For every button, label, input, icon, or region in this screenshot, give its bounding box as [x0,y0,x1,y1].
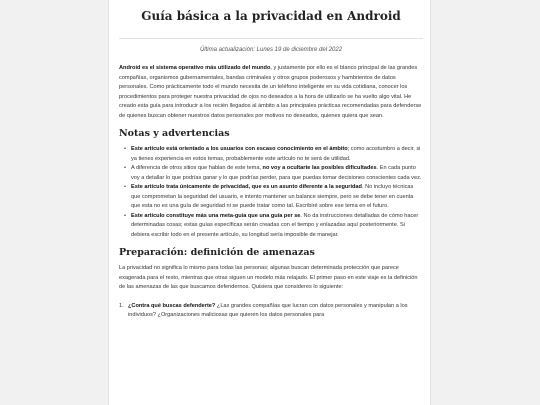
last-updated: Última actualización: Lunes 19 de diciembre del 2022 [199,47,343,53]
intro-bold-text: Android es el sistema operativo más utilizado del mundo [119,65,271,71]
notes-item [131,183,423,212]
prep-item [119,302,423,321]
title-divider [119,38,423,39]
prep-heading: Preparación: definición de amenazas [119,247,315,258]
notes-item-post: . No incluyo técnicas que comprometan la seguridad del usuario, e intento mantener un balance siempre, pero se debe tener en cuenta que esta no es una guía de seguridad ni se puede tratar como tal. Escribiré sobre ese tema en el futuro. [131,184,414,209]
notes-list [119,145,423,240]
notes-item [131,212,423,241]
notes-item-post: . En cada punto voy a detallar lo que podrías ganar y lo que podrías perder, para que puedas tomar decisiones conscientes cada vez. [131,165,422,181]
prep-item-number: 1. [119,302,124,309]
notes-item [131,145,423,164]
prep-item-post: ¿Las grandes compañías que lucran con datos personales y manipulan a los individuos? ¿Organizaciones maliciosas que quieren los datos personales para [128,302,408,318]
intro-paragraph [119,64,423,121]
prep-item-bold: ¿Contra qué buscas defenderte? [128,302,216,309]
notes-item-bold: no voy a ocultarte las posibles dificultades [262,165,377,171]
article-page [108,0,431,405]
notes-item-post: . No da instrucciones detalladas de cómo hacer determinadas cosas; estas guías específicas serán creadas con el tiempo y enlazadas aquí posteriormente. Si debiera escribir todo en el presente artículo, su longitud sería imposible de manejar. [131,212,419,238]
prep-paragraph: La privacidad no significa lo mismo para todas las personas; algunas buscan determinada protección que parece exagerada para el resto, mientras que otras siguen un modelo más relajado. El primer paso en este viaje es la definición de las amenazas de las que buscamos defendernos. Quisiera que consideres lo siguiente: [119,265,418,290]
notes-item-post: ; como acostumbro a decir, si ya tienes experiencia en estos temas, probablemente este artículo no te será de utilidad. [131,146,421,162]
notes-heading: Notas y advertencias [119,128,230,139]
notes-item [131,164,423,183]
notes-item-bold: Este artículo constituye más una meta-guía que una guía per se [131,212,301,219]
intro-text: , y justamente por ello es el blanco principal de las grandes compañías, organismos gubernamentales, bandas criminales y otros grupos poderosos y hambrientos de datos personales. Como prácticamente todo el mundo necesita de un teléfono inteligente en su vida cotidiana, conocer los procedimientos para proteger nuestra privacidad de ojos no deseados a la hora de utilizarlo se ha vuelto algo vital. He creado esta guía para introducir a los recién llegados al ámbito a las principales prácticas recomendadas para defenderse de quienes buscan obtener nuestros datos personales por motivos no deseados, quienes quiera que sean. [119,65,422,119]
notes-item-bold: Este artículo está orientado a los usuarios con escaso conocimiento en el ámbito [131,146,348,152]
article-title: Guía básica a la privacidad en Android [141,9,401,23]
notes-item-bold: Este artículo trata únicamente de privacidad, que es un asunto diferente a la seguridad [131,184,362,190]
prep-list [119,302,423,321]
notes-item-pre: A diferencia de otros sitios que hablan de este tema, [131,165,263,171]
